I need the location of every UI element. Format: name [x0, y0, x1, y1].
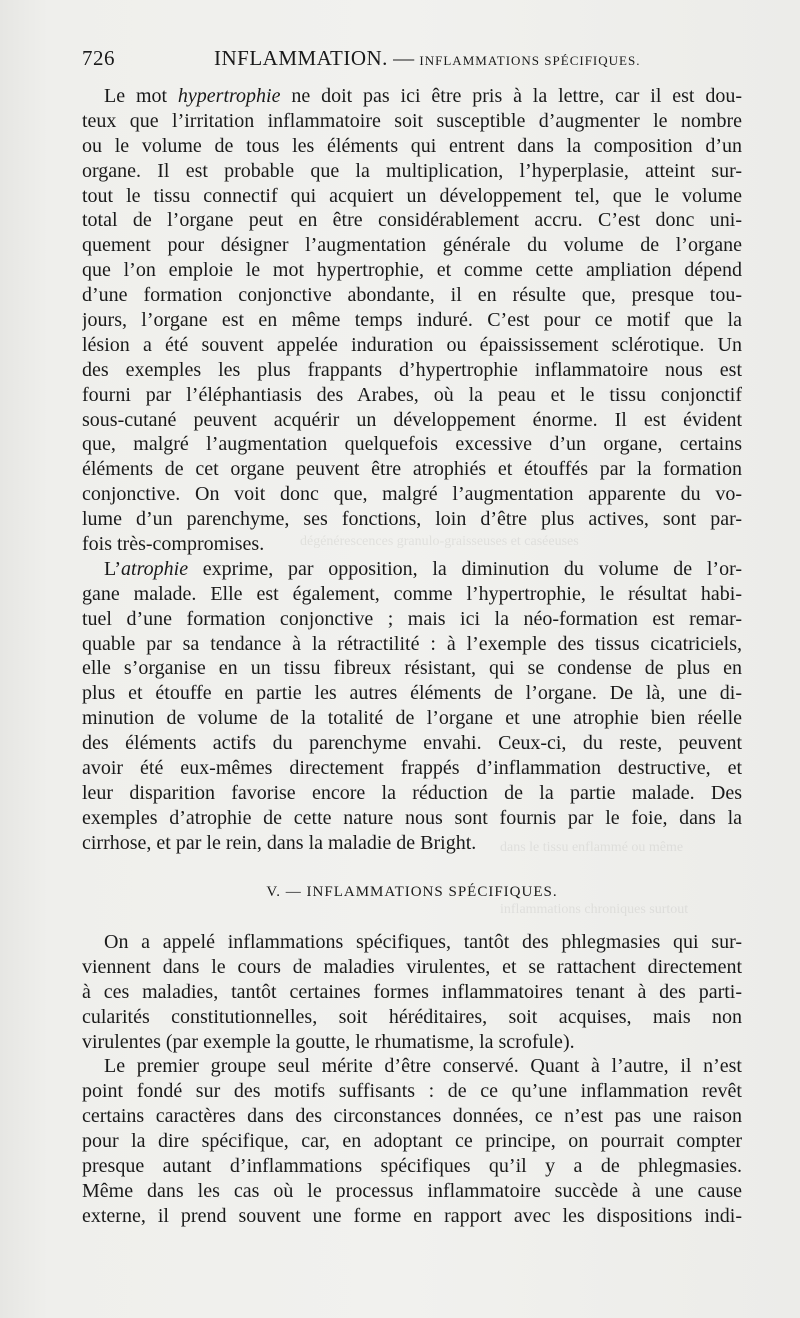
text-line: des éléments actifs du parenchyme envahi. Ceux-ci, du reste, peuvent: [82, 732, 742, 755]
text-line: sous-cutané peuvent acquérir un développement énorme. Il est évident: [82, 408, 742, 431]
show-through-text: dans le tissu enflammé ou même: [500, 840, 684, 855]
text-line: point fondé sur des motifs suffisants : de ce qu’une inflammation revêt: [82, 1080, 742, 1103]
text-line: exemples d’atrophie de cette nature nous sont fournis par le foie, dans la: [82, 806, 742, 829]
text-line: cirrhose, et par le rein, dans la maladie de Bright.: [82, 831, 477, 854]
text-line: virulentes (par exemple la goutte, le rhumatisme, la scrofule).: [82, 1030, 575, 1053]
show-through-text: dégénérescences granulo-graisseuses et caséeuses: [300, 534, 579, 549]
text-line: minution de volume de la totalité de l’organe et une atrophie bien réelle: [82, 707, 742, 730]
running-title: INFLAMMATION. — INFLAMMATIONS SPÉCIFIQUES.: [214, 46, 641, 70]
text-line: quable par sa tendance à la rétractilité : à l’exemple des tissus cicatriciels,: [82, 632, 742, 655]
text-line: conjonctive. On voit donc que, malgré l’augmentation apparente du vo-: [82, 483, 742, 506]
text-line: jours, l’organe est en même temps induré. C’est pour ce motif que la: [82, 309, 742, 332]
text-line: viennent dans le cours de maladies virulentes, et se rattachent directement: [82, 955, 742, 978]
text-line: gane malade. Elle est également, comme l’hypertrophie, le résultat habi-: [82, 582, 742, 605]
text-line: à ces maladies, tantôt certaines formes inflammatoires tenant à des parti-: [82, 980, 742, 1003]
text-line: leur disparition favorise encore la réduction de la partie malade. Des: [82, 781, 742, 804]
text-line: elle s’organise en un tissu fibreux résistant, qui se condense de plus en: [82, 657, 742, 680]
italic-term: hypertrophie: [177, 85, 281, 107]
text-line: presque autant d’inflammations spécifiques qu’il y a de phlegmasies.: [82, 1155, 742, 1178]
text-line: certains caractères dans des circonstances données, ce n’est pas une raison: [82, 1105, 742, 1128]
text-line: On a appelé inflammations spécifiques, tantôt des phlegmasies qui sur-: [104, 931, 742, 953]
text-line: L’atrophie exprime, par opposition, la diminution du volume de l’or-: [104, 557, 742, 580]
text-line: Même dans les cas où le processus inflammatoire succède à une cause: [82, 1179, 742, 1202]
body-text-top: [82, 84, 742, 856]
section-heading: V. — INFLAMMATIONS SPÉCIFIQUES.: [266, 884, 558, 900]
text-line: éléments de cet organe peuvent être atrophiés et étouffés par la formation: [82, 458, 742, 481]
text-line: pour la dire spécifique, car, en adoptant ce principe, on pourrait compter: [82, 1130, 742, 1153]
paragraph-hypertrophie: [82, 84, 742, 557]
paragraph-premier-groupe: [82, 1054, 742, 1228]
text-line: Le premier groupe seul mérite d’être conservé. Quant à l’autre, il n’est: [104, 1055, 742, 1078]
text-line: tout le tissu connectif qui acquiert un développement tel, que le volume: [82, 184, 742, 207]
text-line: que, malgré l’augmentation quelquefois excessive d’un organe, certains: [82, 433, 742, 456]
page-number: 726: [82, 46, 115, 70]
text-line: Le mot hypertrophie ne doit pas ici être pris à la lettre, car il est dou-: [104, 85, 742, 107]
text-line: lésion a été souvent appelée induration ou épaississement sclérotique. Un: [82, 333, 742, 356]
paragraph-atrophie: [82, 557, 742, 856]
running-header: [82, 46, 734, 80]
text-line: cularités constitutionnelles, soit héréditaires, soit acquises, mais non: [82, 1005, 742, 1028]
text-line: d’une formation conjonctive abondante, il en résulte que, presque tou-: [82, 284, 742, 307]
text-line: avoir été eux-mêmes directement frappés d’inflammation destructive, et: [82, 757, 742, 780]
text-line: quement pour désigner l’augmentation générale du volume de l’organe: [82, 234, 742, 257]
text-line: fois très-compromises.: [82, 533, 265, 556]
text-line: fourni par l’éléphantiasis des Arabes, où la peau et le tissu conjonctif: [82, 383, 742, 406]
show-through-text: inflammations chroniques surtout: [500, 902, 689, 917]
text-line: externe, il prend souvent une forme en rapport avec les dispositions indi-: [82, 1204, 742, 1227]
text-line: que l’on emploie le mot hypertrophie, et comme cette ampliation dépend: [82, 259, 742, 282]
text-line: ou le volume de tous les éléments qui entrent dans la composition d’un: [82, 134, 742, 157]
paragraph-specifiques: [82, 930, 742, 1054]
text-line: tuel d’une formation conjonctive ; mais ici la néo-formation est remar-: [82, 607, 742, 630]
italic-term: atrophie: [121, 557, 189, 580]
text-line: des exemples les plus frappants d’hypertrophie inflammatoire nous est: [82, 358, 742, 381]
body-text-bottom: [82, 930, 742, 1229]
text-line: teux que l’irritation inflammatoire soit susceptible d’augmenter le nombre: [82, 109, 742, 132]
text-line: total de l’organe peut en être considérablement accru. C’est donc uni-: [82, 209, 742, 232]
text-line: plus et étouffe en partie les autres éléments de l’organe. De là, une di-: [82, 682, 742, 705]
text-line: organe. Il est probable que la multiplication, l’hyperplasie, atteint sur-: [82, 159, 742, 182]
text-line: lume d’un parenchyme, ses fonctions, loin d’être plus actives, sont par-: [82, 508, 742, 531]
